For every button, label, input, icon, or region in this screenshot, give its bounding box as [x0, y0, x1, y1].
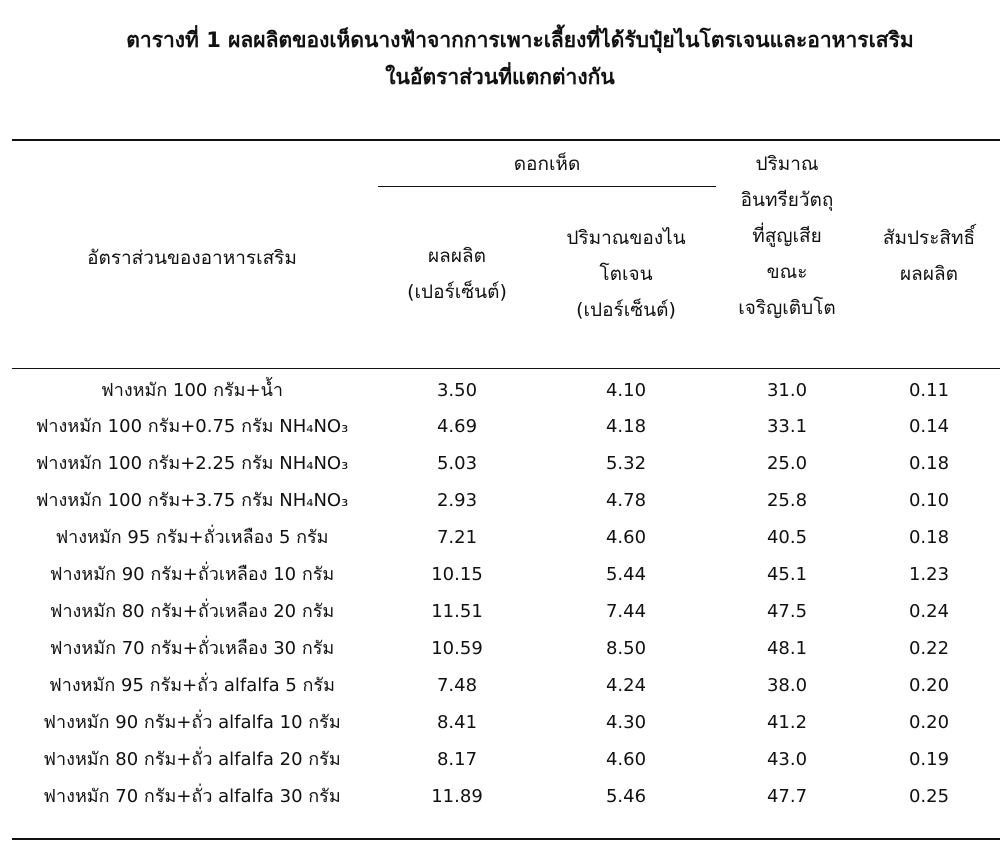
table-row — [0, 447, 1000, 481]
header-coefficient-line: สัมประสิทธิ์ — [882, 227, 976, 249]
row-yield: 5.03 — [436, 453, 478, 474]
header-coefficient — [858, 220, 1000, 292]
header-nitrogen-line: โตเจน — [599, 263, 653, 285]
row-coefficient: 0.10 — [908, 490, 950, 511]
table-row — [0, 706, 1000, 740]
table-row — [0, 595, 1000, 629]
table-row — [0, 780, 1000, 814]
header-nitrogen-line: (เปอร์เซ็นต์) — [576, 299, 676, 321]
row-coefficient: 0.25 — [908, 786, 950, 807]
row-organic-loss: 48.1 — [766, 638, 808, 659]
header-bottom-rule — [12, 368, 1000, 369]
row-label: ฟางหมัก 90 กรัม+ถั่ว alfalfa 10 กรัม — [43, 712, 341, 733]
row-nitrogen: 4.78 — [605, 490, 647, 511]
header-organic-loss — [716, 146, 858, 326]
header-organic-loss-line: ปริมาณ — [755, 153, 819, 175]
row-coefficient: 0.14 — [908, 416, 950, 437]
row-nitrogen: 4.30 — [605, 712, 647, 733]
row-label: ฟางหมัก 100 กรัม+3.75 กรัม NH₄NO₃ — [35, 490, 349, 511]
row-yield: 11.51 — [431, 601, 483, 622]
table-row — [0, 484, 1000, 518]
row-yield: 10.15 — [431, 564, 483, 585]
row-nitrogen: 4.24 — [605, 675, 647, 696]
row-nitrogen: 5.32 — [605, 453, 647, 474]
row-coefficient: 0.18 — [908, 453, 950, 474]
row-label: ฟางหมัก 70 กรัม+ถั่วเหลือง 30 กรัม — [49, 638, 335, 659]
row-label: ฟางหมัก 80 กรัม+ถั่ว alfalfa 20 กรัม — [43, 749, 341, 770]
row-nitrogen: 8.50 — [605, 638, 647, 659]
row-coefficient: 0.19 — [908, 749, 950, 770]
table-row — [0, 743, 1000, 777]
header-mushroom-group: ดอกเห็ด — [513, 153, 581, 175]
row-yield: 2.93 — [436, 490, 478, 511]
row-coefficient: 0.11 — [908, 380, 950, 401]
row-label: ฟางหมัก 90 กรัม+ถั่วเหลือง 10 กรัม — [49, 564, 335, 585]
table-row — [0, 632, 1000, 666]
header-ratio: อัตราส่วนของอาหารเสริม — [87, 247, 297, 269]
row-coefficient: 0.24 — [908, 601, 950, 622]
table-title-line-1: ตารางที่ 1 ผลผลิตของเห็ดนางฟ้าจากการเพาะเลี้ยงที่ได้รับปุ๋ยไนโตรเจนและอาหารเสริม — [126, 28, 914, 52]
header-organic-loss-line: ขณะ — [766, 261, 808, 283]
header-nitrogen-line: ปริมาณของไน — [566, 227, 686, 249]
top-rule — [12, 139, 1000, 141]
row-nitrogen: 4.60 — [605, 749, 647, 770]
row-label: ฟางหมัก 70 กรัม+ถั่ว alfalfa 30 กรัม — [43, 786, 341, 807]
row-organic-loss: 38.0 — [766, 675, 808, 696]
row-yield: 7.21 — [436, 527, 478, 548]
header-coefficient-line: ผลผลิต — [900, 263, 958, 285]
row-organic-loss: 25.8 — [766, 490, 808, 511]
row-yield: 8.41 — [436, 712, 478, 733]
row-yield: 11.89 — [431, 786, 483, 807]
row-organic-loss: 47.5 — [766, 601, 808, 622]
row-coefficient: 0.20 — [908, 712, 950, 733]
row-nitrogen: 5.44 — [605, 564, 647, 585]
row-nitrogen: 5.46 — [605, 786, 647, 807]
header-organic-loss-line: ที่สูญเสีย — [752, 225, 822, 247]
row-yield: 7.48 — [436, 675, 478, 696]
row-coefficient: 1.23 — [908, 564, 950, 585]
header-nitrogen — [536, 220, 716, 328]
row-organic-loss: 47.7 — [766, 786, 808, 807]
header-organic-loss-line: เจริญเติบโต — [738, 297, 836, 319]
table-row — [0, 521, 1000, 555]
row-organic-loss: 41.2 — [766, 712, 808, 733]
row-label: ฟางหมัก 95 กรัม+ถั่ว alfalfa 5 กรัม — [49, 675, 335, 696]
row-coefficient: 0.22 — [908, 638, 950, 659]
row-nitrogen: 4.10 — [605, 380, 647, 401]
table-row — [0, 669, 1000, 703]
row-organic-loss: 45.1 — [766, 564, 808, 585]
row-label: ฟางหมัก 100 กรัม+2.25 กรัม NH₄NO₃ — [35, 453, 349, 474]
row-nitrogen: 4.60 — [605, 527, 647, 548]
row-label: ฟางหมัก 100 กรัม+น้ำ — [101, 380, 283, 401]
row-organic-loss: 33.1 — [766, 416, 808, 437]
table-row — [0, 374, 1000, 408]
row-coefficient: 0.20 — [908, 675, 950, 696]
row-organic-loss: 43.0 — [766, 749, 808, 770]
header-yield-line: (เปอร์เซ็นต์) — [407, 281, 507, 303]
row-yield: 8.17 — [436, 749, 478, 770]
row-yield: 10.59 — [431, 638, 483, 659]
table-title-line-2: ในอัตราส่วนที่แตกต่างกัน — [385, 65, 615, 89]
row-organic-loss: 25.0 — [766, 453, 808, 474]
bottom-rule — [12, 838, 1000, 840]
row-organic-loss: 40.5 — [766, 527, 808, 548]
row-coefficient: 0.18 — [908, 527, 950, 548]
group-underline — [378, 186, 716, 187]
row-yield: 3.50 — [436, 380, 478, 401]
header-organic-loss-line: อินทรียวัตถุ — [740, 189, 834, 211]
row-yield: 4.69 — [436, 416, 478, 437]
table-row — [0, 410, 1000, 444]
row-label: ฟางหมัก 95 กรัม+ถั่วเหลือง 5 กรัม — [55, 527, 329, 548]
header-yield — [378, 238, 536, 310]
header-yield-line: ผลผลิต — [428, 245, 486, 267]
row-nitrogen: 4.18 — [605, 416, 647, 437]
row-label: ฟางหมัก 100 กรัม+0.75 กรัม NH₄NO₃ — [35, 416, 349, 437]
row-nitrogen: 7.44 — [605, 601, 647, 622]
row-label: ฟางหมัก 80 กรัม+ถั่วเหลือง 20 กรัม — [49, 601, 335, 622]
table-row — [0, 558, 1000, 592]
row-organic-loss: 31.0 — [766, 380, 808, 401]
